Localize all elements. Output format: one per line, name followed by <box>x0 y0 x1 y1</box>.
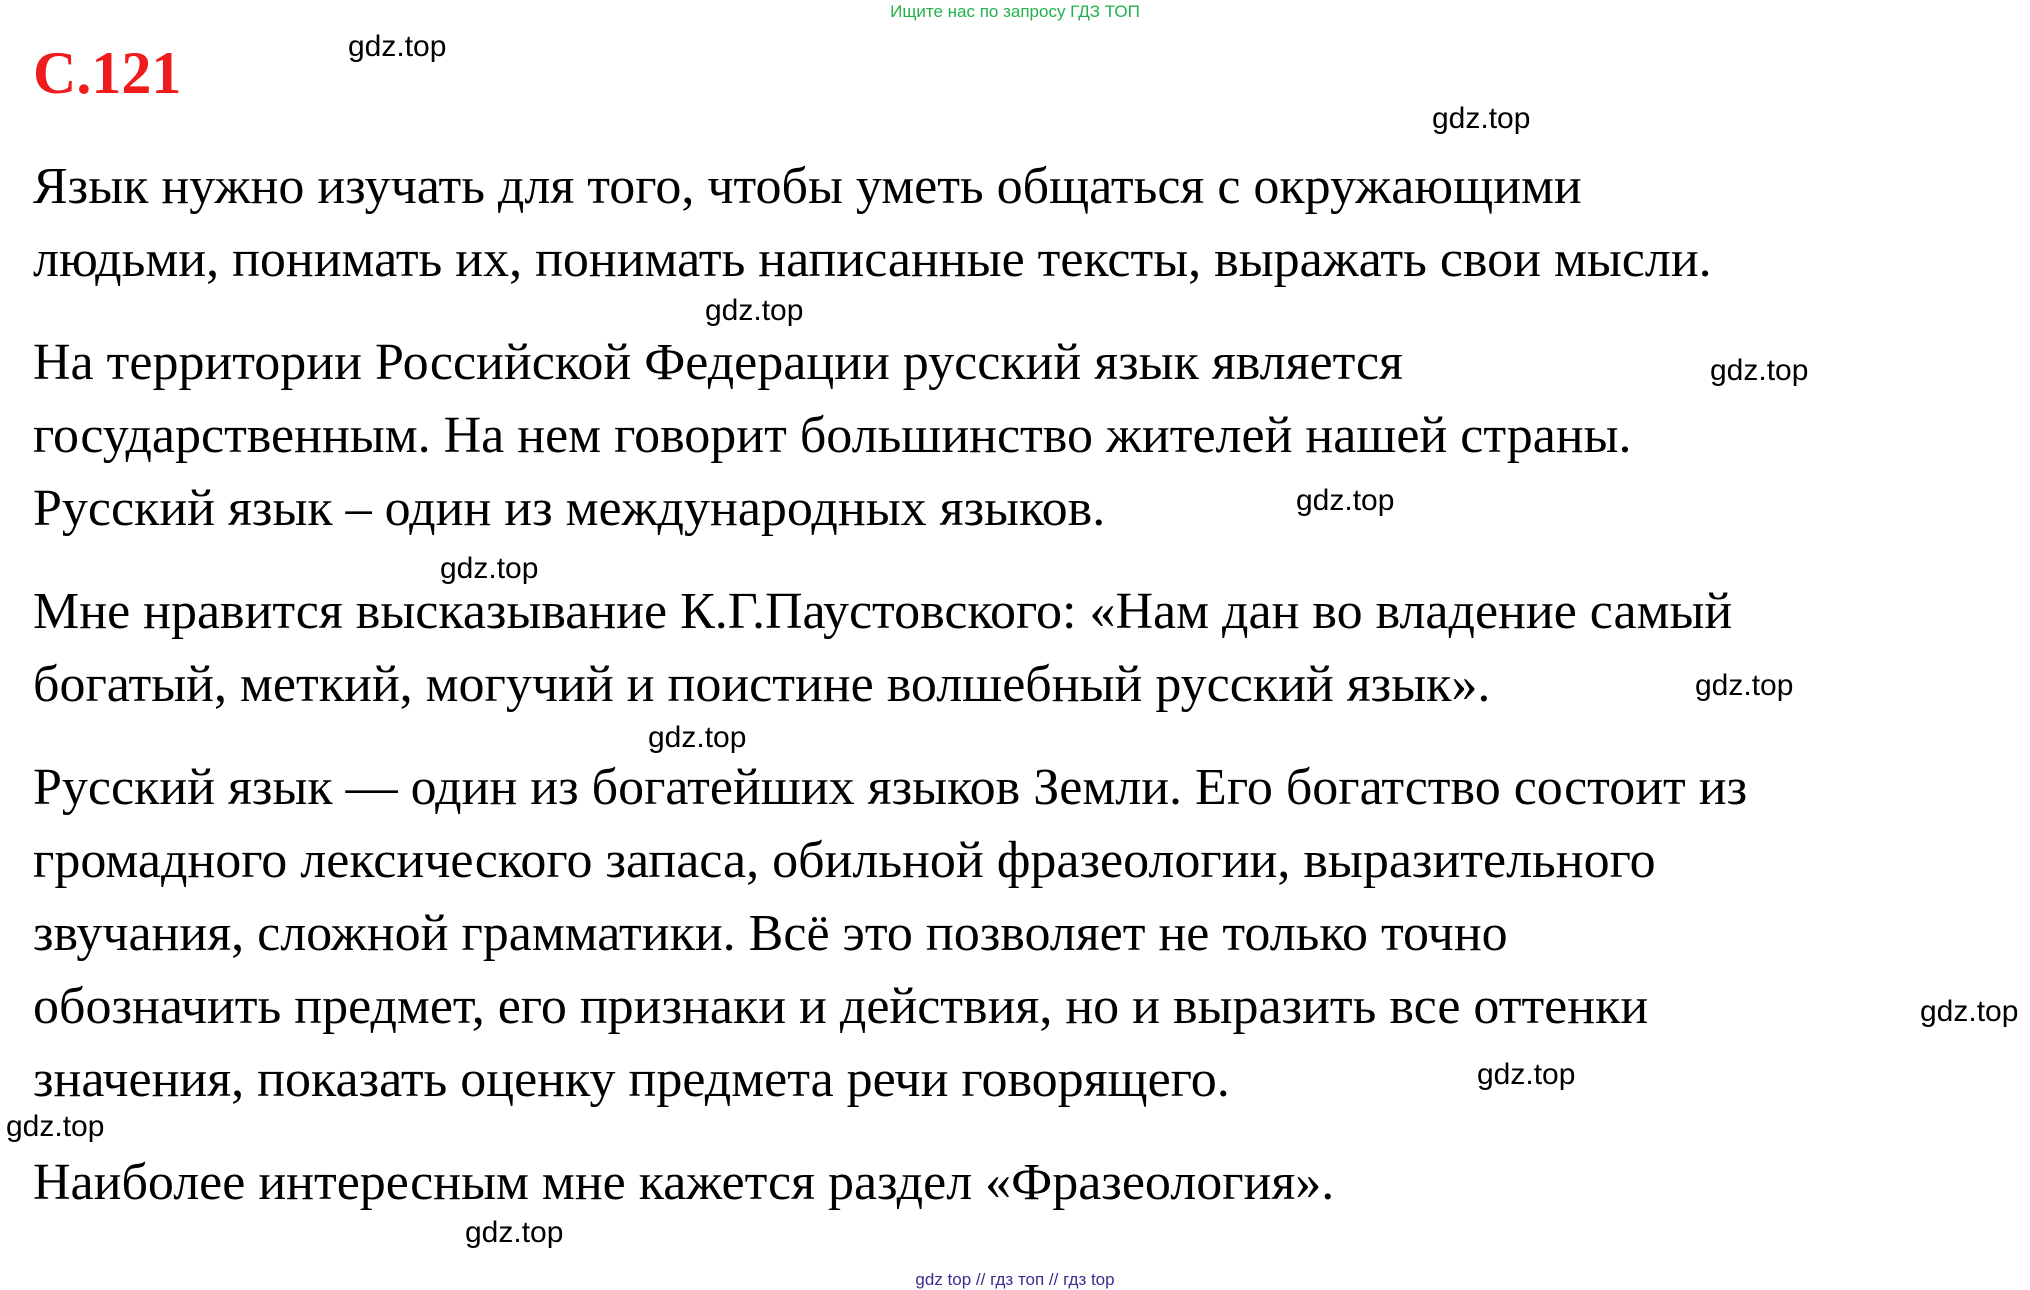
text-line: богатый, меткий, могучий и поистине волшебный русский язык». <box>33 656 1491 713</box>
watermark: gdz.top <box>705 294 804 327</box>
watermark: gdz.top <box>1477 1058 1576 1091</box>
watermark: gdz.top <box>1920 995 2019 1028</box>
text-line: Наиболее интересным мне кажется раздел «Фразеология». <box>33 1154 1335 1211</box>
page-number: С.121 <box>33 40 182 106</box>
watermark: gdz.top <box>348 30 447 63</box>
text-line: значения, показать оценку предмета речи говорящего. <box>33 1051 1230 1108</box>
text-line: Мне нравится высказывание К.Г.Паустовского: «Нам дан во владение самый <box>33 583 1733 640</box>
text-line: обозначить предмет, его признаки и действия, но и выразить все оттенки <box>33 978 1649 1035</box>
watermark: gdz.top <box>465 1216 564 1249</box>
text-line: Русский язык – один из международных языков. <box>33 480 1106 537</box>
watermark: gdz.top <box>648 721 747 754</box>
text-line: людьми, понимать их, понимать написанные тексты, выражать свои мысли. <box>33 231 1712 288</box>
watermark: gdz.top <box>1296 484 1395 517</box>
watermark: gdz.top <box>1695 669 1794 702</box>
watermark: gdz.top <box>440 552 539 585</box>
watermark: gdz.top <box>1432 102 1531 135</box>
text-line: государственным. На нем говорит большинство жителей нашей страны. <box>33 407 1632 464</box>
footer-note: gdz top // гдз топ // гдз top <box>915 1270 1115 1289</box>
watermark: gdz.top <box>1710 354 1809 387</box>
search-note: Ищите нас по запросу ГДЗ ТОП <box>890 2 1140 21</box>
text-line: громадного лексического запаса, обильной фразеологии, выразительного <box>33 832 1656 889</box>
text-line: Язык нужно изучать для того, чтобы уметь общаться с окружающими <box>33 158 1582 215</box>
text-line: На территории Российской Федерации русский язык является <box>33 334 1403 391</box>
text-line: Русский язык — один из богатейших языков Земли. Его богатство состоит из <box>33 759 1748 816</box>
text-line: звучания, сложной грамматики. Всё это позволяет не только точно <box>33 905 1508 962</box>
watermark: gdz.top <box>6 1110 105 1143</box>
